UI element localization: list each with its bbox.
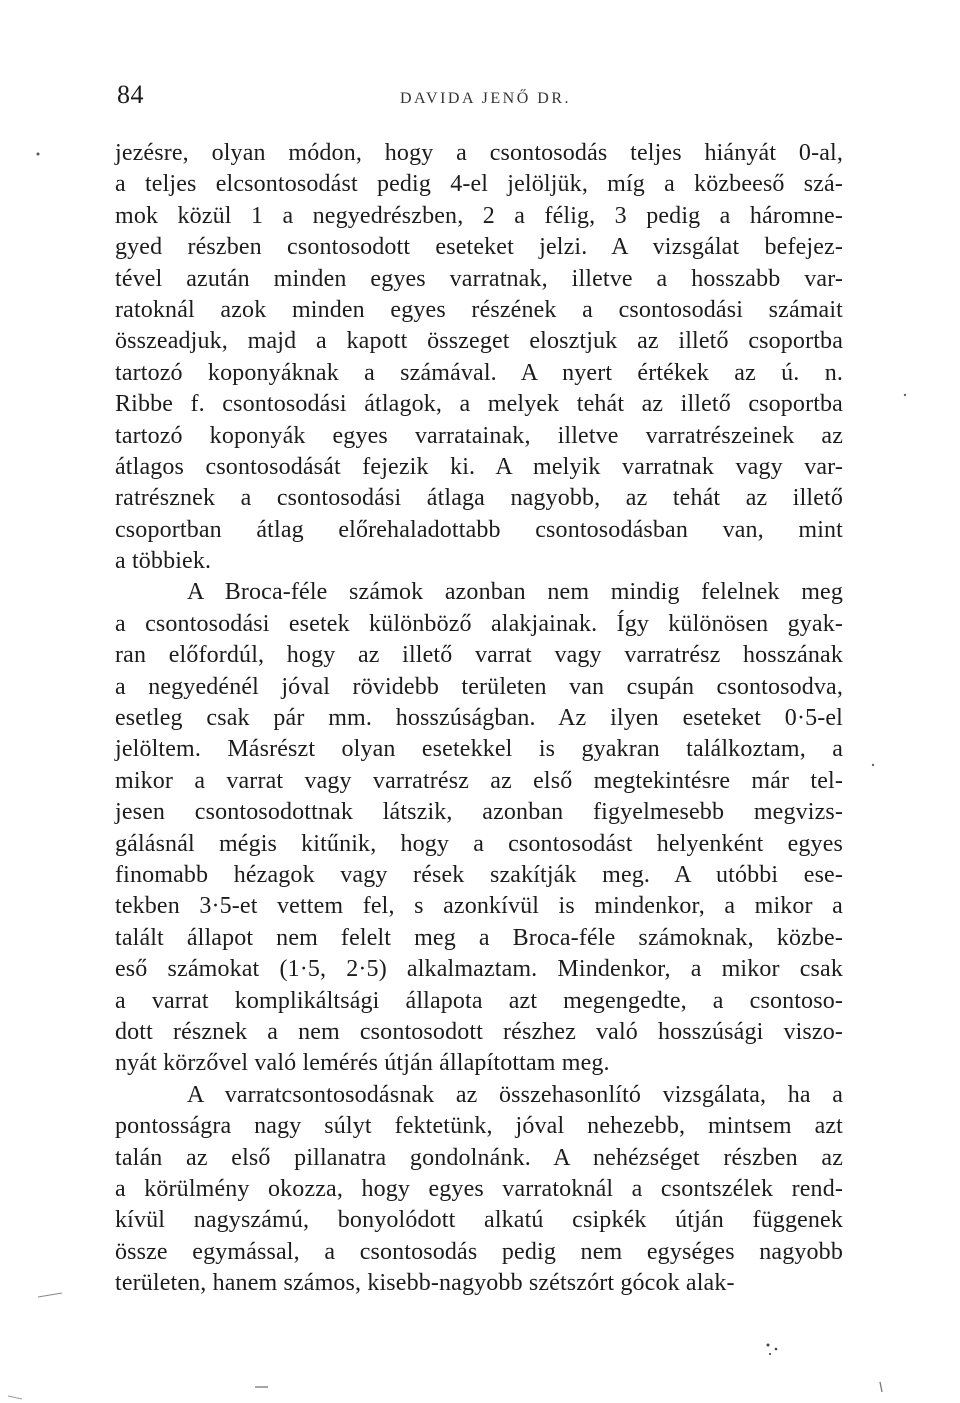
page-number: 84 xyxy=(117,80,144,109)
text-line: területen, hanem számos, kisebb-nagyobb szétszórt gócok alak- xyxy=(115,1270,735,1297)
text-line: gyed részben csontosodott eseteket jelzi. A vizsgálat befejez- xyxy=(115,234,843,261)
text-line: talált állapot nem felelt meg a Broca-féle számoknak, közbe- xyxy=(115,924,843,951)
text-line: mikor a varrat vagy varratrész az első megtekintésre már tel- xyxy=(115,767,843,794)
body-text xyxy=(115,138,843,1299)
text-line: összeadjuk, majd a kapott összeget elosztjuk az illető csoportba xyxy=(115,328,843,355)
text-line: a varrat komplikáltsági állapota azt megengedte, a csontoso- xyxy=(115,987,843,1014)
text-line: átlagos csontosodását fejezik ki. A melyik varratnak vagy var- xyxy=(115,453,843,480)
scan-speck xyxy=(769,1353,771,1355)
text-line: a többiek. xyxy=(115,548,212,575)
scan-speck xyxy=(775,1348,778,1351)
scan-speck xyxy=(767,1344,770,1347)
text-line: kívül nagyszámú, bonyolódott alkatú csipkék útján függenek xyxy=(115,1207,843,1234)
text-line: pontosságra nagy súlyt fektetünk, jóval nehezebb, mintsem azt xyxy=(115,1113,843,1140)
text-line: tartozó koponyák egyes varratainak, illetve varratrészeinek az xyxy=(115,422,843,449)
text-line: csoportban átlag előrehaladottabb csontosodásban van, mint xyxy=(115,516,843,543)
text-line: tével azután minden egyes varratnak, illetve a hosszabb var- xyxy=(115,265,843,292)
text-line: Ribbe f. csontosodási átlagok, a melyek tehát az illető csoportba xyxy=(115,391,843,418)
text-line: A varratcsontosodásnak az összehasonlító vizsgálata, ha a xyxy=(187,1081,843,1108)
text-line: eső számokat (1·5, 2·5) alkalmaztam. Mindenkor, a mikor csak xyxy=(115,956,843,983)
text-line: mok közül 1 a negyedrészben, 2 a félig, 3 pedig a háromne- xyxy=(115,202,843,229)
text-line: össze egymással, a csontosodás pedig nem egységes nagyobb xyxy=(115,1238,843,1265)
text-line: esetleg csak pár mm. hosszúságban. Az ilyen eseteket 0·5-el xyxy=(115,705,843,732)
text-line: ratrésznek a csontosodási átlaga nagyobb, az tehát az illető xyxy=(115,485,843,512)
text-line: talán az első pillanatra gondolnánk. A nehézséget részben az xyxy=(115,1144,843,1171)
scan-speck xyxy=(38,1293,62,1297)
scan-speck xyxy=(880,1382,882,1392)
text-line: a negyedénél jóval rövidebb területen van csupán csontosodva, xyxy=(115,673,843,700)
scan-speck xyxy=(8,1396,22,1399)
text-line: finomabb hézagok vagy rések szakítják meg. A utóbbi ese- xyxy=(115,861,843,888)
text-line: tekben 3·5-et vettem fel, s azonkívül is mindenkor, a mikor a xyxy=(115,893,843,920)
text-line: tartozó koponyáknak a számával. A nyert értékek az ú. n. xyxy=(115,359,843,386)
text-line: ratoknál azok minden egyes részének a csontosodási számait xyxy=(115,296,843,323)
text-line: ran előfordúl, hogy az illető varrat vagy varratrész hosszának xyxy=(115,642,843,669)
text-line: gálásnál mégis kitűnik, hogy a csontosodást helyenként egyes xyxy=(115,830,843,857)
text-line: jelöltem. Másrészt olyan esetekkel is gyakran találkoztam, a xyxy=(115,736,843,763)
text-line: a körülmény okozza, hogy egyes varratoknál a csontszélek rend- xyxy=(115,1175,843,1202)
text-line: jezésre, olyan módon, hogy a csontosodás teljes hiányát 0-al, xyxy=(115,140,843,166)
text-line: dott résznek a nem csontosodott részhez való hosszúsági viszo- xyxy=(115,1018,843,1045)
text-line: nyát körzővel való lemérés útján állapítottam meg. xyxy=(115,1050,610,1077)
text-line: jesen csontosodottnak látszik, azonban figyelmesebb megvizs- xyxy=(115,799,843,826)
scan-speck xyxy=(37,153,40,156)
scan-speck xyxy=(904,394,906,396)
text-line: a csontosodási esetek különböző alakjainak. Így különösen gyak- xyxy=(115,610,843,637)
scan-speck xyxy=(872,764,874,766)
text-line: A Broca-féle számok azonban nem mindig felelnek meg xyxy=(187,579,843,606)
running-head: DAVIDA JENŐ DR. xyxy=(400,90,571,107)
text-line: a teljes elcsontosodást pedig 4-el jelöljük, míg a közbeeső szá- xyxy=(115,171,843,198)
